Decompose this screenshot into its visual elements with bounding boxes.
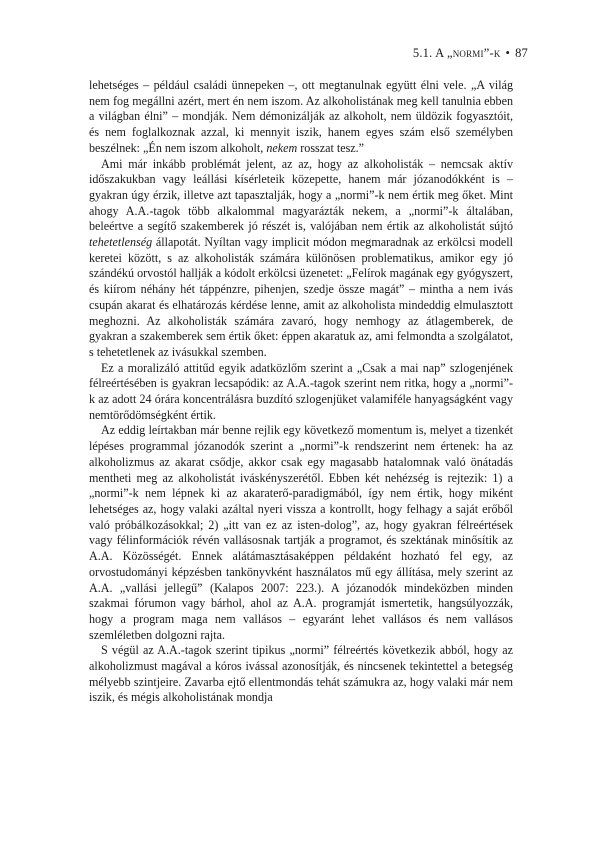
running-header <box>413 46 528 61</box>
body-text <box>89 78 513 706</box>
paragraph-5: S végül az A.A.-tagok szerint tipikus „normi” félreértés következik abból, hogy az alkoholizmust magával a kóros ivással azonosítják, és nincsenek tekintettel a betegség mélyebb szintjeire. Zavarba ejtő ellentmondás tehát számukra az, hogy valaki már nem iszik, és mégis alkoholistának mondja <box>89 643 513 705</box>
emphasis-nekem: nekem <box>266 140 298 155</box>
section-number: 5.1. A <box>412 46 447 60</box>
header-bullet: • <box>505 46 511 60</box>
paragraph-2: Ami már inkább problémát jelent, az az, hogy az alkoholisták – nemcsak aktív időszakukban vagy leállási kísérleteik közepette, hanem már józanodókként is – gyakran úgy érzik, illetve azt tapasztalják, hogy a „normi”-k nem értik meg őket. Mint ahogy A.A.-tagok több alkalommal magyarázták nekem, a „normi”-k általában, beleértve a segítő szakemberek jó részét is, valójában nem értik az alkoholistát sújtó tehetetlenség állapotát. Nyíltan vagy implicit módon megmaradnak az erkölcsi modell keretei között, s az alkoholisták számára különösen problematikus, amikor egy jó szándékú orvostól hallják a kódolt erkölcsi üzenetet: „Felírok magának egy gyógyszert, és kiírom néhány hét táppénzre, pihenjen, szedje össze magát” – mintha a nem ivás csupán akarat és elhatározás kérdése lenne, amit az alkoholista mindeddig elmulasztott meghozni. Az alkoholisták számára zavaró, hogy nemhogy az átlagemberek, de gyakran a szakemberek sem értik őket: éppen akaratuk az, ami felmondta a szolgálatot, s tehetetlenek az ivásukkal szemben. <box>89 156 513 359</box>
section-title: „normi”-k <box>446 46 501 60</box>
emphasis-tehetetlenseg: tehetetlenség <box>89 235 153 250</box>
paragraph-4: Az eddig leírtakban már benne rejlik egy következő momentum is, melyet a tizenkét lépéses programmal józanodók szerint a „normi”-k rendszerint nem értenek: ha az alkoholizmus az akarat csődje, akkor csak egy magasabb hatalomnak való önátadás mentheti meg az alkoholistát iváskényszerétől. Ebben két nehézség is rejtezik: 1) a „normi”-k nem lépnek ki az akaraterő-paradigmából, így nem értik, hogy miként lehetséges az, hogy valaki azáltal nyeri vissza a kontrollt, hogy felhagy a saját erőből való próbálkozásokkal; 2) „itt van ez az isten-dolog”, az, hogy gyakran félreértések vagy félinformációk révén vallásosnak tartják a programot, és szektának minősítik az A.A. Közösségét. Ennek alátámasztásaképpen példaként hozható fel egy, az orvostudományi képzésben tankönyvként használatos mű egy állítása, mely szerint az A.A. „vallási jellegű” (Kalapos 2007: 223.). A józanodók mindeközben minden szakmai fórumon vagy bárhol, ahol az A.A. programját ismertetik, hangsúlyozzák, hogy a program maga nem vallásos – egyaránt lehet vallásos és nem vallásos szemléletben dolgozni rajta. <box>89 423 513 642</box>
paragraph-1: lehetséges – például családi ünnepeken –, ott megtanulnak együtt élni vele. „A világ nem fog megállni azért, mert én nem iszom. Az alkoholistának meg kell tanulnia ebben a világban élni” – mondják. Nem démonizálják az alkoholt, nem üldözik fogyasztóit, és nem foglalkoznak azzal, ki mennyit iszik, hanem egyes szám első személyben beszélnek: „Én nem iszom alkoholt, nekem rosszat tesz.” <box>89 78 513 155</box>
paragraph-3: Ez a moralizáló attitűd egyik adatközlőm szerint a „Csak a mai nap” szlogenjének félreértésében is gyakran lecsapódik: az A.A.-tagok szerint nem ritka, hogy a „normi”-k az adott 24 órára koncentrálásra buzdító szlogenjüket valamiféle hanyagságként vagy nemtörődömségként értik. <box>89 360 513 422</box>
page-number: 87 <box>515 46 528 60</box>
